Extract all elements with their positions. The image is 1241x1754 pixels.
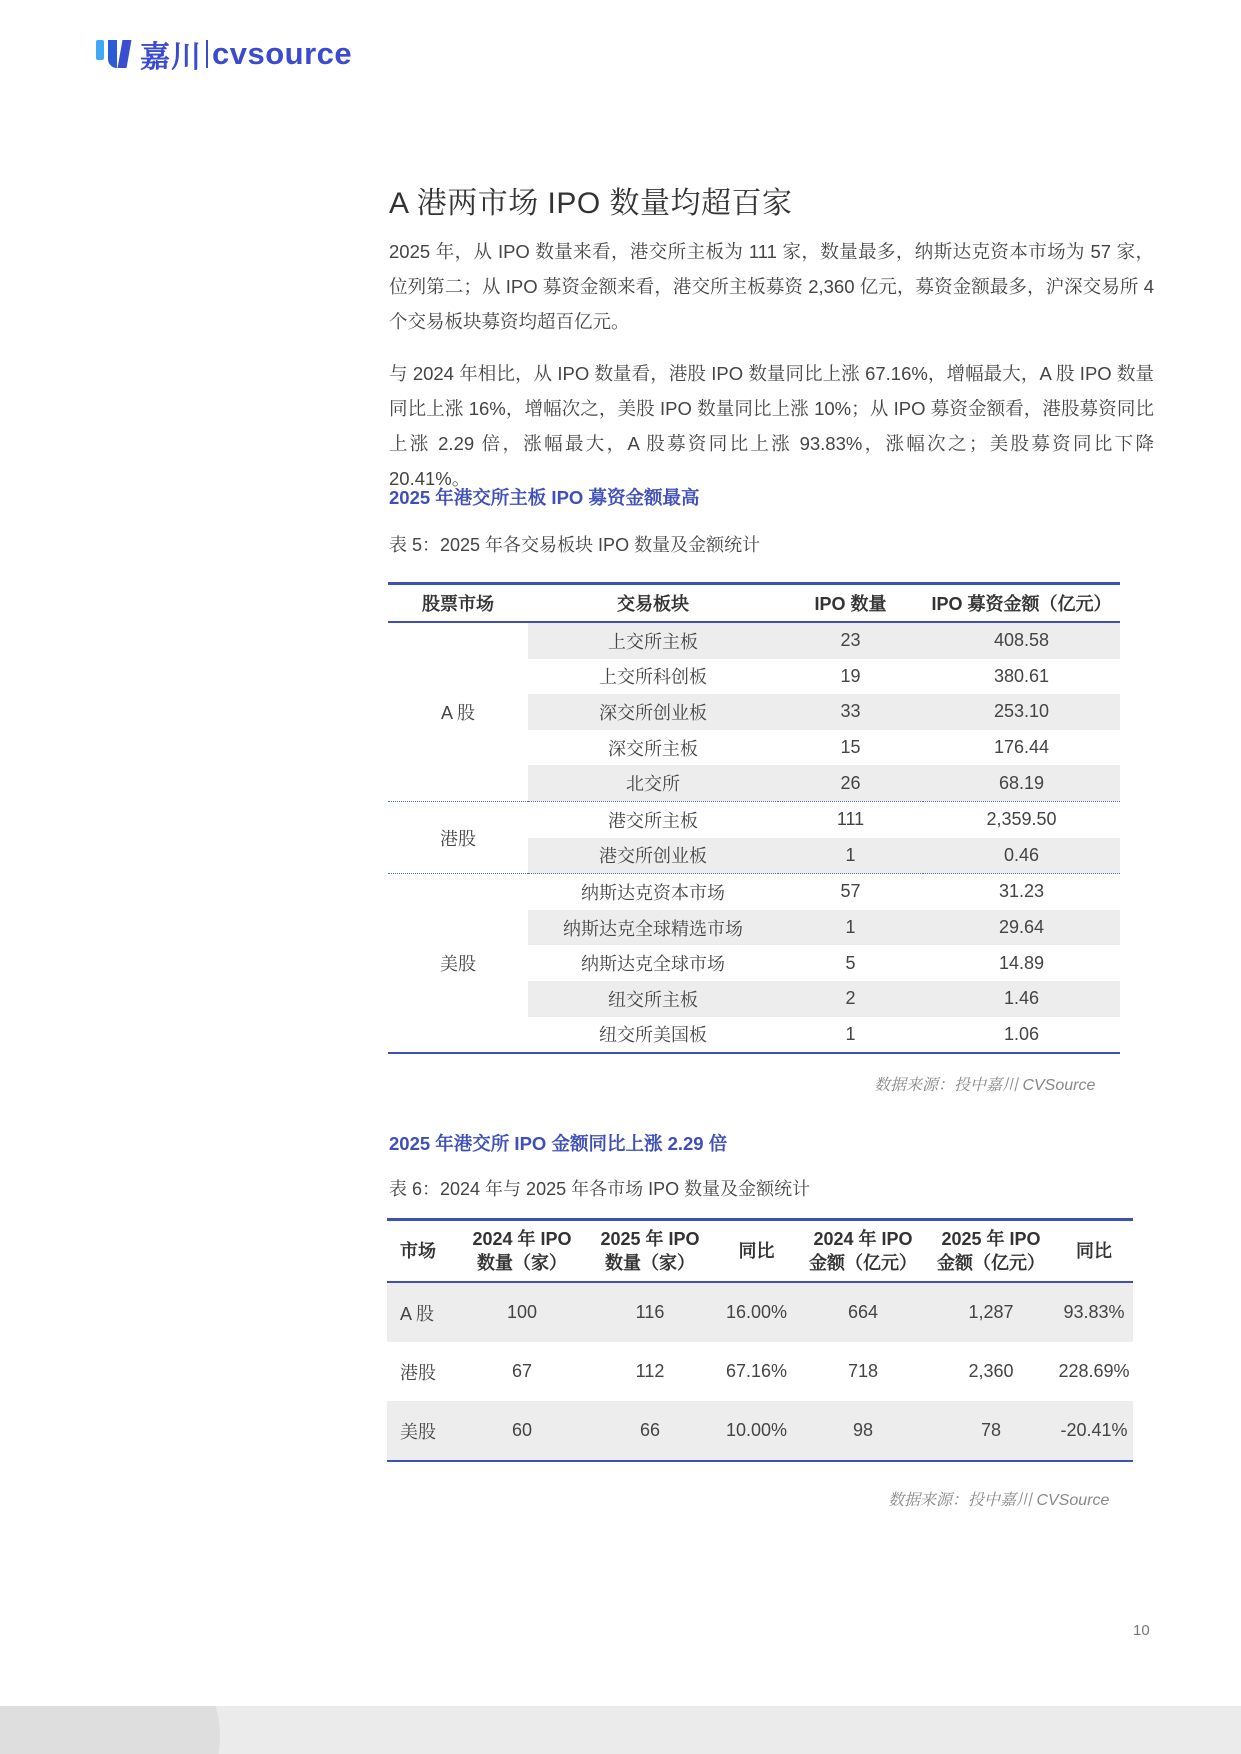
table-row (388, 874, 1120, 910)
header-count-2025: 2025 年 IPO 数量（家） (586, 1220, 714, 1283)
amount-yoy-cell: 93.83% (1055, 1282, 1133, 1342)
footer-curve-shape (0, 1706, 220, 1754)
brand-logo (94, 34, 352, 74)
count-2025-cell: 116 (586, 1282, 714, 1342)
count-cell: 19 (840, 665, 861, 686)
board-cell: 港交所主板 (608, 810, 698, 831)
header-market: 市场 (387, 1220, 458, 1283)
amount-cell: 253.10 (923, 694, 1120, 730)
table6-subheading: 2025 年港交所 IPO 金额同比上涨 2.29 倍 (389, 1133, 728, 1154)
table-row (387, 1282, 1133, 1342)
amount-2024-cell: 718 (847, 1361, 879, 1381)
amount-cell: 380.61 (993, 665, 1050, 686)
count-cell: 1 (778, 838, 923, 874)
amount-cell: 29.64 (923, 910, 1120, 946)
count-yoy-cell: 16.00% (714, 1282, 799, 1342)
amount-cell: 31.23 (998, 881, 1045, 902)
amount-2025-cell: 78 (927, 1401, 1055, 1461)
page-number: 10 (1133, 1622, 1150, 1639)
amount-2025-cell: 2,360 (968, 1361, 1014, 1381)
count-cell: 57 (840, 881, 861, 902)
amount-cell: 68.19 (923, 765, 1120, 801)
amount-2024-cell: 664 (799, 1282, 927, 1342)
table5-caption: 表 5：2025 年各交易板块 IPO 数量及金额统计 (389, 535, 761, 555)
amount-cell: 14.89 (998, 952, 1045, 973)
footer-decoration (0, 1706, 1241, 1754)
amount-cell: 1.06 (1003, 1023, 1040, 1044)
count-2024-cell: 67 (511, 1361, 533, 1381)
amount-cell: 1.46 (923, 981, 1120, 1017)
count-cell: 33 (778, 694, 923, 730)
amount-cell: 408.58 (923, 622, 1120, 659)
count-cell: 1 (778, 910, 923, 946)
table5-subheading: 2025 年港交所主板 IPO 募资金额最高 (389, 487, 700, 508)
table-row (387, 1342, 1133, 1401)
table-header-row (387, 1220, 1133, 1283)
header-board: 交易板块 (528, 584, 778, 623)
count-cell: 15 (840, 737, 861, 758)
board-cell: 上交所主板 (528, 622, 778, 659)
table6-caption: 表 6：2024 年与 2025 年各市场 IPO 数量及金额统计 (389, 1179, 811, 1199)
market-cell: 港股 (388, 801, 528, 873)
count-yoy-cell: 67.16% (725, 1361, 788, 1381)
section-title: A 港两市场 IPO 数量均超百家 (389, 187, 793, 220)
board-cell: 深交所主板 (608, 738, 698, 759)
board-cell: 纽交所主板 (528, 981, 778, 1017)
logo-chinese-text: 嘉川 (140, 41, 202, 74)
market-cell: 美股 (387, 1401, 458, 1461)
table-row (388, 801, 1120, 837)
header-amount-2025: 2025 年 IPO 金额（亿元） (927, 1220, 1055, 1283)
count-2024-cell: 100 (458, 1282, 586, 1342)
board-cell: 纳斯达克全球精选市场 (528, 910, 778, 946)
header-ipo-count: IPO 数量 (778, 584, 923, 623)
market-cell: 美股 (388, 874, 528, 1053)
board-cell: 北交所 (528, 765, 778, 801)
table-row (388, 622, 1120, 659)
table-board-ipo-stats (388, 582, 1120, 1054)
count-cell: 1 (845, 1023, 856, 1044)
header-amount-yoy: 同比 (1055, 1220, 1133, 1283)
logo-divider (206, 40, 208, 68)
body-paragraph-2: 与 2024 年相比，从 IPO 数量看，港股 IPO 数量同比上涨 67.16%，增幅最大，A 股 IPO 数量同比上涨 16%，增幅次之，美股 IPO 数量同比上涨 10%；从 IPO 募资金额看，港股募资同比上涨 2.29 倍，涨幅最大，A 股募资同比上涨 93.83%，涨幅次之；美股募资同比下降 20.41%。 (389, 363, 1154, 489)
table-row (387, 1401, 1133, 1461)
count-cell: 5 (845, 952, 856, 973)
table5-source-note: 数据来源：投中嘉川 CVSource (874, 1077, 1096, 1094)
board-cell: 港交所创业板 (528, 838, 778, 874)
board-cell: 上交所科创板 (599, 667, 707, 688)
count-2025-cell: 66 (586, 1401, 714, 1461)
amount-cell: 176.44 (993, 737, 1050, 758)
amount-cell: 0.46 (923, 838, 1120, 874)
board-cell: 纳斯达克全球市场 (581, 954, 725, 975)
table6-source-note: 数据来源：投中嘉川 CVSource (888, 1492, 1110, 1509)
header-count-yoy: 同比 (714, 1220, 799, 1283)
board-cell: 纽交所美国板 (599, 1025, 707, 1046)
count-2024-cell: 60 (458, 1401, 586, 1461)
body-paragraph-1: 2025 年，从 IPO 数量来看，港交所主板为 111 家，数量最多，纳斯达克资本市场为 57 家，位列第二；从 IPO 募资金额来看，港交所主板募资 2,360 亿元，募资金额最多，沪深交易所 4 个交易板块募资均超百亿元。 (389, 241, 1154, 332)
amount-yoy-cell: 228.69% (1058, 1361, 1130, 1381)
market-cell: A 股 (387, 1282, 458, 1342)
amount-cell: 2,359.50 (986, 809, 1057, 830)
header-amount-2024: 2024 年 IPO 金额（亿元） (799, 1220, 927, 1283)
count-cell: 23 (778, 622, 923, 659)
logo-english-text: cvsource (212, 36, 353, 71)
count-yoy-cell: 10.00% (714, 1401, 799, 1461)
header-ipo-amount: IPO 募资金额（亿元） (923, 584, 1120, 623)
count-cell: 111 (836, 809, 865, 830)
header-market: 股票市场 (388, 584, 528, 623)
amount-yoy-cell: -20.41% (1055, 1401, 1133, 1461)
table-market-ipo-yoy (387, 1218, 1133, 1462)
amount-2024-cell: 98 (799, 1401, 927, 1461)
logo-mark-icon (94, 37, 132, 71)
table-header-row (388, 584, 1120, 623)
market-cell: A 股 (388, 622, 528, 801)
count-cell: 2 (778, 981, 923, 1017)
header-count-2024: 2024 年 IPO 数量（家） (458, 1220, 586, 1283)
count-cell: 26 (778, 765, 923, 801)
board-cell: 深交所创业板 (528, 694, 778, 730)
amount-2025-cell: 1,287 (927, 1282, 1055, 1342)
count-2025-cell: 112 (635, 1361, 665, 1381)
board-cell: 纳斯达克资本市场 (581, 882, 725, 903)
market-cell: 港股 (400, 1362, 436, 1383)
